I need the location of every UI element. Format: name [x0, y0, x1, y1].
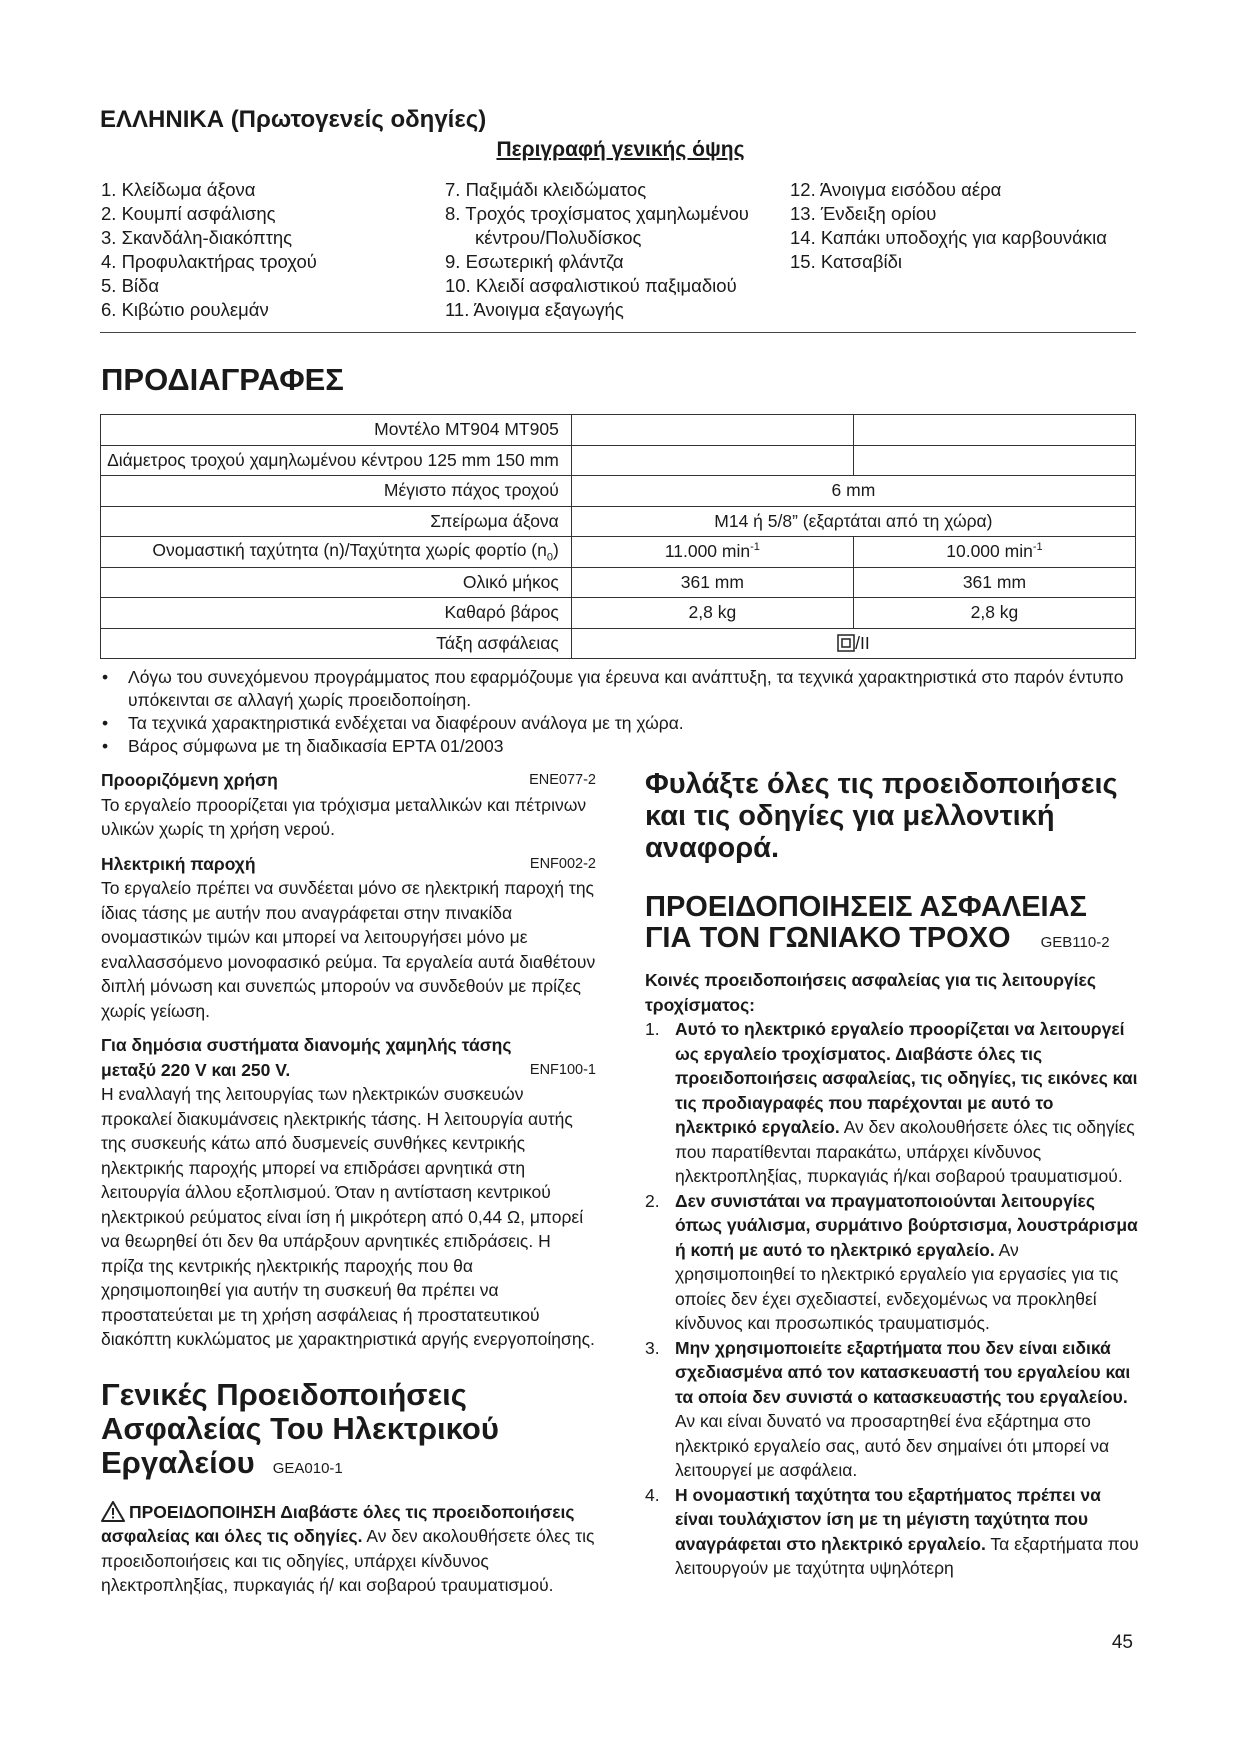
spec-label: Καθαρό βάρος	[101, 598, 572, 629]
power-supply-section	[101, 852, 596, 1024]
part-item: 5. Βίδα	[101, 275, 160, 296]
list-item: • Βάρος σύμφωνα με τη διαδικασία EPTA 01/2003	[100, 735, 1140, 758]
specs-table	[100, 414, 1136, 659]
part-item: 4. Προφυλακτήρας τροχού	[101, 251, 317, 272]
table-row	[101, 415, 1136, 446]
part-item: 12. Άνοιγμα εισόδου αέρα	[790, 179, 1002, 200]
table-row	[101, 506, 1136, 537]
list-item: 1. Αυτό το ηλεκτρικό εργαλείο προορίζεται να λειτουργεί ως εργαλείο τροχίσματος. Διαβάστε όλες τις προειδοποιήσεις ασφαλείας, τις οδηγίες, τις εικόνες και τις προδιαγραφές που παρέχονται με αυτό το ηλεκτρικό εργαλείο. Αν δεν ακολουθήσετε όλες τις οδηγίες που παρατίθενται παρακάτω, υπάρχει κίνδυνος ηλεκτροπληξίας, πυρκαγιάς ή/και σοβαρού τραυματισμού.	[645, 1019, 1138, 1186]
table-row	[101, 567, 1136, 598]
spec-label: Μέγιστο πάχος τροχού	[101, 476, 572, 507]
section-heading: Ηλεκτρική παροχή	[101, 853, 256, 874]
table-row	[101, 598, 1136, 629]
part-item: 8. Τροχός τροχίσματος χαμηλωμένου	[445, 203, 749, 224]
part-item: 13. Ένδειξη ορίου	[790, 203, 937, 224]
part-item: 15. Κατσαβίδι	[790, 251, 902, 272]
list-item: • Τα τεχνικά χαρακτηριστικά ενδέχεται να διαφέρουν ανάλογα με τη χώρα.	[100, 712, 1140, 735]
part-item: 10. Κλειδί ασφαλιστικού παξιμαδιού	[445, 275, 737, 296]
spec-value: 361 mm	[571, 567, 853, 598]
part-item: 11. Άνοιγμα εξαγωγής	[445, 299, 624, 320]
spec-value: 2,8 kg	[853, 598, 1135, 629]
part-item: 2. Κουμπί ασφάλισης	[101, 203, 276, 224]
section-text: Το εργαλείο προορίζεται για τρόχισμα μεταλλικών και πέτρινων υλικών χωρίς τη χρήση νερού.	[101, 794, 587, 839]
section-text: Το εργαλείο πρέπει να συνδέεται μόνο σε ηλεκτρική παροχή της ίδιας τάσης με αυτήν που αναγράφεται στην πινακίδα ονομαστικών τιμών και μπορεί να λειτουργήσει μόνο με εναλλασσόμενο μονοφασικό ρεύμα. Τα εργαλεία αυτά διαθέτουν διπλή μόνωση και συνεπώς μπορούν να συνδεθούν με πρίζες χωρίς γείωση.	[101, 878, 596, 1021]
parts-list-column-3	[790, 178, 1107, 274]
general-warnings-heading: Γενικές Προειδοποιήσεις Ασφαλείας Του Ηλεκτρικού Εργαλείου GEA010-1	[101, 1376, 499, 1480]
parts-list-column-2	[445, 178, 749, 322]
table-row	[101, 628, 1136, 659]
spec-notes	[100, 666, 1140, 758]
list-item: • Λόγω του συνεχόμενου προγράμματος που εφαρμόζουμε για έρευνα και ανάπτυξη, τα τεχνικά χαρακτηριστικά στο παρόν έντυπο υπόκεινται σε αλλαγή χωρίς προειδοποίηση.	[100, 666, 1140, 712]
spec-value: 361 mm	[853, 567, 1135, 598]
table-row	[101, 537, 1136, 568]
section-heading: Για δημόσια συστήματα διανομής χαμηλής τάσης	[101, 1035, 512, 1055]
doc-code: ENE077-2	[529, 772, 596, 788]
part-item: 6. Κιβώτιο ρουλεμάν	[101, 299, 269, 320]
list-item: 4. Η ονομαστική ταχύτητα του εξαρτήματος πρέπει να είναι τουλάχιστον ίση με τη μέγιστη ταχύτητα που αναγράφεται στο ηλεκτρικό εργαλείο. Τα εξαρτήματα που λειτουργούν με ταχύτητα υψηλότερη	[645, 1484, 1139, 1578]
warning-triangle-icon	[101, 1501, 125, 1522]
spec-value: M14 ή 5/8” (εξαρτάται από τη χώρα)	[571, 506, 1135, 537]
part-item-continuation: κέντρου/Πολυδίσκος	[475, 227, 642, 248]
spec-label: Ονομαστική ταχύτητα (n)/Ταχύτητα χωρίς φορτίο $(n_0)$	[101, 537, 572, 568]
section-divider	[100, 332, 1136, 333]
spec-label: Διάμετρος τροχού χαμηλωμένου κέντρου 125 mm 150 mm	[101, 445, 572, 476]
list-item: 3. Μην χρησιμοποιείτε εξαρτήματα που δεν είναι ειδικά σχεδιασμένα από τον κατασκευαστή του εργαλείου και τα οποία δεν συνιστά ο κατασκευαστής του εργαλείου. Αν και είναι δυνατό να προσαρτηθεί ένα εξάρτημα στο ηλεκτρικό εργαλείο σας, αυτό δεν σημαίνει ότι μπορεί να λειτουργεί με ασφάλεια.	[645, 1337, 1131, 1480]
double-insulation-icon	[837, 634, 855, 652]
general-warning-text: ΠΡΟΕΙΔΟΠΟΙΗΣΗ Διαβάστε όλες τις προειδοποιήσεις ασφαλείας και όλες τις οδηγίες. Αν δεν ακολουθήσετε όλες τις προειδοποιήσεις και τις οδηγίες, υπάρχει κίνδυνος ηλεκτροπληξίας, πυρκαγιάς ή/ και σοβαρού τραυματισμού.	[101, 1501, 595, 1595]
intended-use-section	[101, 768, 596, 842]
spec-label: Ολικό μήκος	[101, 567, 572, 598]
general-view-title: Περιγραφή γενικής όψης	[496, 138, 745, 161]
spec-label: Τάξη ασφάλειας	[101, 628, 572, 659]
part-item: 1. Κλείδωμα άξονα	[101, 179, 256, 200]
section-heading: μεταξύ 220 V και 250 V.	[101, 1059, 291, 1080]
common-warnings-title: Κοινές προειδοποιήσεις ασφαλείας για τις λειτουργίες τροχίσματος:	[645, 970, 1096, 1015]
spec-value: 11.000 $\min^{-1}$	[571, 537, 853, 568]
table-row	[101, 476, 1136, 507]
spec-value: /II	[571, 628, 1135, 659]
low-voltage-section	[101, 1033, 596, 1352]
list-item: 2. Δεν συνιστάται να πραγματοποιούνται λειτουργίες όπως γυάλισμα, συρμάτινο βούρτσισμα, λουστράρισμα ή κοπή με αυτό το ηλεκτρικό εργαλείο. Αν χρησιμοποιηθεί το ηλεκτρικό εργαλείο για εργασίες για τις οποίες δεν έχει σχεδιαστεί, ενδεχομένως να προκληθεί κίνδυνος και προσωπικός τραυματισμός.	[645, 1190, 1138, 1333]
part-item: 3. Σκανδάλη-διακόπτης	[101, 227, 293, 248]
spec-label: Μοντέλο MT904 MT905	[101, 415, 572, 446]
section-heading: Προοριζόμενη χρήση	[101, 770, 278, 790]
spec-label: Σπείρωμα άξονα	[101, 506, 572, 537]
part-item: 14. Καπάκι υποδοχής για καρβουνάκια	[790, 227, 1107, 248]
doc-code: ENF002-2	[529, 855, 596, 872]
safety-items-list	[645, 1017, 1140, 1581]
specs-title: ΠΡΟΔΙΑΓΡΑΦΕΣ	[101, 362, 344, 397]
spec-value: 6 mm	[571, 476, 1135, 507]
right-column	[645, 768, 1140, 1581]
part-item: 7. Παξιμάδι κλειδώματος	[445, 179, 647, 200]
spec-value: 2,8 kg	[571, 598, 853, 629]
keep-instructions-heading: Φυλάξτε όλες τις προειδοποιήσεις και τις οδηγίες για μελλοντική αναφορά.	[645, 768, 1118, 864]
table-row	[101, 445, 1136, 476]
language-title: ΕΛΛΗΝΙΚΑ (Πρωτογενείς οδηγίες)	[100, 106, 487, 133]
doc-code: GEB110-2	[1040, 934, 1110, 951]
doc-code: GEA010-1	[272, 1459, 343, 1477]
section-text: Η εναλλαγή της λειτουργίας των ηλεκτρικών συσκευών προκαλεί διακυμάνσεις ηλεκτρικής τάσης. Η λειτουργία αυτής της συσκευής κάτω από δυσμενείς συνθήκες κεντρικής ηλεκτρικής παροχής μπορεί να επιδράσει αρνητικά στη λειτουργία άλλου εξοπλισμού. Όταν η αντίσταση κεντρικού ηλεκτρικού ρεύματος είναι ίση ή μικρότερη από 0,44 Ω, μπορεί να θεωρηθεί ότι δεν θα υπάρξουν αρνητικές επιδράσεις. Η πρίζα της κεντρικής ηλεκτρικής παροχής που θα χρησιμοποιηθεί για αυτήν τη συσκευή θα πρέπει να προστατεύεται με τη χρήση ασφάλειας ή προστατευτικού διακόπτη κυκλώματος με χαρακτηριστικά αργής ενεργοποίησης.	[101, 1084, 595, 1349]
page-number: 45	[1111, 1632, 1133, 1653]
part-item: 9. Εσωτερική φλάντζα	[445, 251, 624, 272]
parts-list-column-1	[101, 178, 317, 322]
safety-warnings-heading: ΠΡΟΕΙΔΟΠΟΙΗΣΕΙΣ ΑΣΦΑΛΕΙΑΣ ΓΙΑ ΤΟΝ ΓΩΝΙΑΚΟ ΤΡΟΧΟ GEB110-2	[645, 891, 1110, 954]
left-column	[101, 768, 596, 1598]
spec-value: 10.000 $\min^{-1}$	[853, 537, 1135, 568]
doc-code: ENF100-1	[529, 1061, 596, 1078]
